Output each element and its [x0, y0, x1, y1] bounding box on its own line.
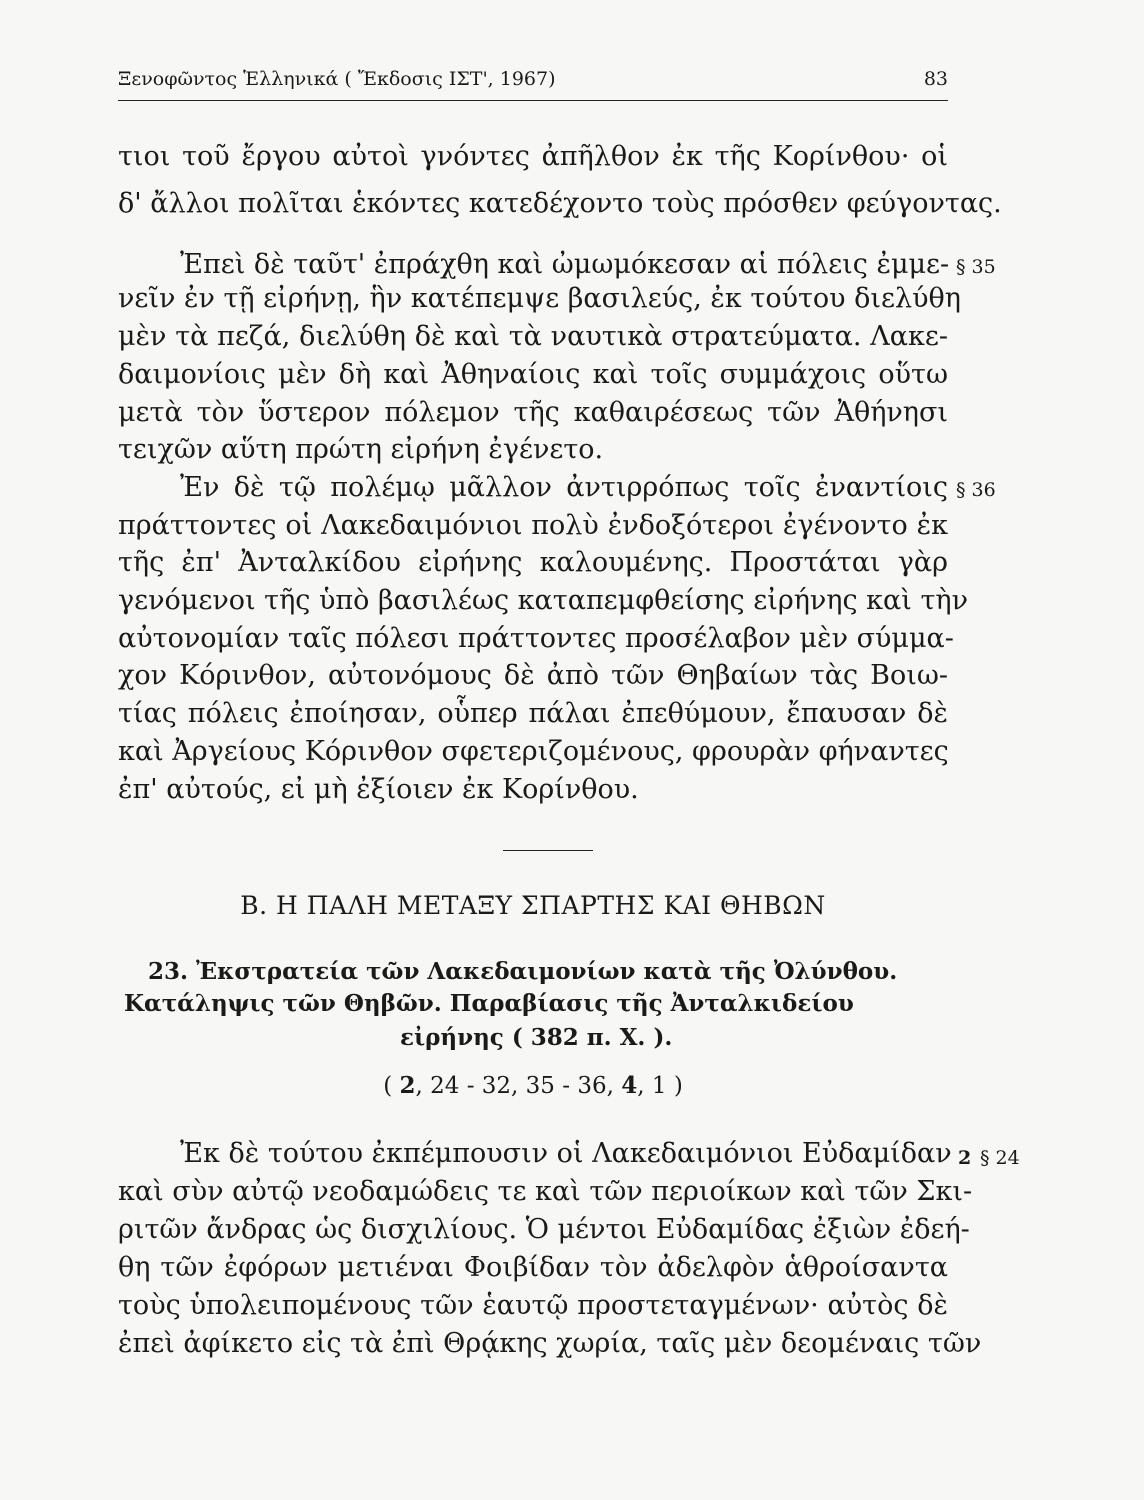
text-line: δαιμονίοις μὲν δὴ καὶ Ἀθηναίοις καὶ τοῖς συμμάχοις οὕτω: [118, 359, 948, 390]
text-line: πράττοντες οἱ Λακεδαιμόνιοι πολὺ ἐνδοξότεροι ἐγένοντο ἐκ: [118, 510, 948, 541]
text-line: μὲν τὰ πεζά, διελύθη δὲ καὶ τὰ ναυτικὰ στρατεύματα. Λακε-: [118, 321, 948, 352]
text-line: Ἐκ δὲ τούτου ἐκπέμπουσιν οἱ Λακεδαιμόνιοι Εὐδαμίδαν: [180, 1138, 952, 1169]
section-mark-24: § 24: [980, 1147, 1020, 1169]
text-line: τοὺς ὑπολειπομένους τῶν ἑαυτῷ προστεταγμένων· αὐτὸς δὲ: [118, 1290, 948, 1321]
text-line: γενόμενοι τῆς ὑπὸ βασιλέως καταπεμφθείσης εἰρήνης καὶ τὴν: [118, 585, 968, 616]
text-line: ριτῶν ἄνδρας ὡς δισχιλίους. Ὁ μέντοι Εὐδαμίδας ἐξιὼν ἐδεή-: [118, 1214, 970, 1245]
text-line: αὐτονομίαν ταῖς πόλεσι πράττοντες προσέλαβον μὲν σύμμα-: [118, 623, 954, 654]
text-line: ἐπ' αὐτούς, εἰ μὴ ἐξίοιεν ἐκ Κορίνθου.: [118, 774, 639, 805]
header-rule: [118, 100, 948, 101]
subheading-line: εἰρήνης ( 382 π. Χ. ).: [400, 1024, 673, 1051]
running-header: [118, 68, 948, 90]
text-line: χον Κόρινθον, αὐτονόμους δὲ ἀπὸ τῶν Θηβαίων τὰς Βοιω-: [118, 660, 948, 691]
subheading-line: Κατάληψις τῶν Θηβῶν. Παραβίασις τῆς Ἀνταλκιδείου: [124, 990, 854, 1017]
text-line: καὶ Ἀργείους Κόρινθον σφετεριζομένους, φρουρὰν φήναντες: [118, 736, 949, 767]
text-line: τειχῶν αὕτη πρώτη εἰρήνη ἐγένετο.: [118, 434, 604, 465]
text-line: νεῖν ἐν τῇ εἰρήνῃ, ἣν κατέπεμψε βασιλεύς, ἐκ τούτου διελύθη: [118, 283, 961, 314]
page-number: 83: [923, 68, 948, 90]
book-page: [118, 0, 1020, 1500]
text-line: τίας πόλεις ἐποίησαν, οὗπερ πάλαι ἐπεθύμουν, ἔπαυσαν δὲ: [118, 698, 948, 729]
text-line: δ' ἄλλοι πολῖται ἑκόντες κατεδέχοντο τοὺς πρόσθεν φεύγοντας.: [118, 188, 1002, 219]
chapter-heading: Β. Η ΠΑΛΗ ΜΕΤΑΞΥ ΣΠΑΡΤΗΣ ΚΑΙ ΘΗΒΩΝ: [240, 891, 826, 920]
text-line: τῆς ἐπ' Ἀνταλκίδου εἰρήνης καλουμένης. Προστάται γὰρ: [118, 547, 948, 578]
subheading-line: 23. Ἐκστρατεία τῶν Λακεδαιμονίων κατὰ τῆς Ὀλύνθου.: [148, 958, 898, 985]
section-mark-35: § 35: [956, 256, 996, 278]
text-line: Ἐπεὶ δὲ ταῦτ' ἐπράχθη καὶ ὠμωμόκεσαν αἱ πόλεις ἐμμε-: [180, 249, 950, 280]
text-line: τιοι τοῦ ἔργου αὐτοὶ γνόντες ἀπῆλθον ἐκ τῆς Κορίνθου· οἱ: [118, 141, 948, 172]
text-line: ἐπεὶ ἀφίκετο εἰς τὰ ἐπὶ Θρᾴκης χωρία, ταῖς μὲν δεομέναις τῶν: [118, 1328, 982, 1359]
source-reference: ( 2, 24 - 32, 35 - 36, 4, 1 ): [383, 1072, 683, 1099]
section-divider: [503, 850, 593, 851]
section-mark-36: § 36: [956, 479, 996, 501]
text-line: θη τῶν ἐφόρων μετιέναι Φοιβίδαν τὸν ἀδελφὸν ἁθροίσαντα: [118, 1252, 948, 1283]
running-title: Ξενοφῶντος Ἑλληνικά ( Ἔκδοσις ΙΣΤ', 1967): [118, 68, 556, 90]
book-mark: 2: [958, 1147, 972, 1169]
text-line: Ἐν δὲ τῷ πολέμῳ μᾶλλον ἀντιρρόπως τοῖς ἐναντίοις: [180, 472, 948, 503]
text-line: μετὰ τὸν ὕστερον πόλεμον τῆς καθαιρέσεως τῶν Ἀθήνησι: [118, 397, 948, 428]
text-line: καὶ σὺν αὐτῷ νεοδαμώδεις τε καὶ τῶν περιοίκων καὶ τῶν Σκι-: [118, 1176, 973, 1207]
